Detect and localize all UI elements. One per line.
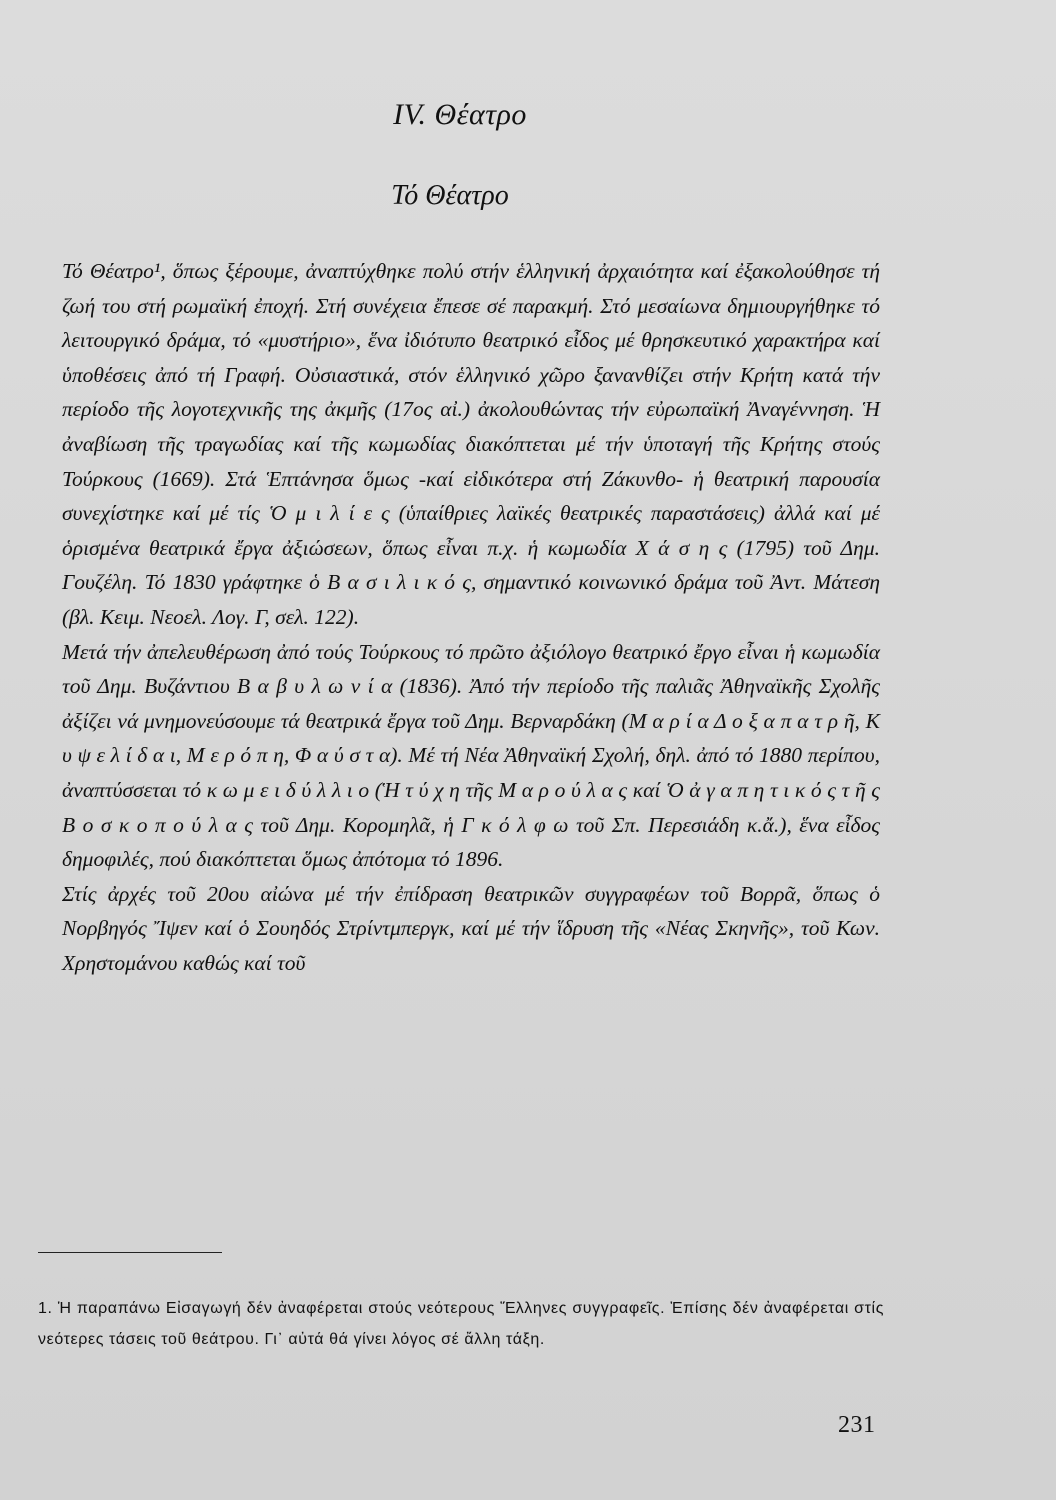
chapter-heading: IV. Θέατρο — [393, 98, 527, 131]
body-text — [62, 254, 880, 980]
paragraph-1: Τό Θέατρο¹, ὅπως ξέρουμε, ἀναπτύχθηκε πολύ στήν ἑλληνική ἀρχαιότητα καί ἐξακολούθησε τή ζωή του στή ρωμαϊκή ἐποχή. Στή συνέχεια ἔπεσε σέ παρακμή. Στό μεσαίωνα δημιουργήθηκε τό λειτουργικό δράμα, τό «μυστήριο», ἕνα ἰδιότυπο θεατρικό εἶδος μέ θρησκευτικό χαρακτήρα καί ὑποθέσεις ἀπό τή Γραφή. Οὐσιαστικά, στόν ἑλληνικό χῶρο ξανανθίζει στήν Κρήτη κατά τήν περίοδο τῆς λογοτεχνικῆς της ἀκμῆς (17ος αἰ.) ἀκολουθώντας τήν εὐρωπαϊκή Ἀναγέννηση. Ἡ ἀναβίωση τῆς τραγωδίας καί τῆς κωμωδίας διακόπτεται μέ τήν ὑποταγή τῆς Κρήτης στούς Τούρκους (1669). Στά Ἑπτάνησα ὅμως -καί εἰδικότερα στή Ζάκυνθο- ἡ θεατρική παρουσία συνεχίστηκε καί μέ τίς Ὁ μ ι λ ί ε ς (ὑπαίθριες λαϊκές θεατρικές παραστάσεις) ἀλλά καί μέ ὁρισμένα θεατρικά ἔργα ἀξιώσεων, ὅπως εἶναι π.χ. ἡ κωμωδία Χ ά σ η ς (1795) τοῦ Δημ. Γουζέλη. Τό 1830 γράφτηκε ὁ Β α σ ι λ ι κ ό ς, σημαντικό κοινωνικό δράμα τοῦ Ἀντ. Μάτεση (βλ. Κειμ. Νεοελ. Λογ. Γ, σελ. 122). — [62, 259, 880, 629]
section-heading: Τό Θέατρο — [391, 180, 509, 211]
footnote: 1. Ἡ παραπάνω Εἰσαγωγή δέν ἀναφέρεται στούς νεότερους Ἕλληνες συγγραφεῖς. Ἐπίσης δέν ἀναφέρεται στίς νεότερες τάσεις τοῦ θεάτρου. Γι᾽ αὐτά θά γίνει λόγος σέ ἄλλη τάξη. — [38, 1300, 884, 1348]
paragraph-3: Στίς ἀρχές τοῦ 20ου αἰώνα μέ τήν ἐπίδραση θεατρικῶν συγγραφέων τοῦ Βορρᾶ, ὅπως ὁ Νορβηγός Ἴψεν καί ὁ Σουηδός Στρίντμπεργκ, καί μέ τήν ἵδρυση τῆς «Νέας Σκηνῆς», τοῦ Κων. Χρηστομάνου καθώς καί τοῦ — [62, 881, 880, 975]
footnote-divider — [38, 1252, 222, 1253]
paragraph-2: Μετά τήν ἀπελευθέρωση ἀπό τούς Τούρκους τό πρῶτο ἀξιόλογο θεατρικό ἔργο εἶναι ἡ κωμωδία τοῦ Δημ. Βυζάντιου Β α β υ λ ω ν ί α (1836). Ἀπό τήν περίοδο τῆς παλιᾶς Ἀθηναϊκῆς Σχολῆς ἀξίζει νά μνημονεύσουμε τά θεατρικά ἔργα τοῦ Δημ. Βερναρδάκη (Μ α ρ ί α Δ ο ξ α π α τ ρ ῆ, Κ υ ψ ε λ ί δ α ι, Μ ε ρ ό π η, Φ α ύ σ τ α). Μέ τή Νέα Ἀθηναϊκή Σχολή, δηλ. ἀπό τό 1880 περίπου, ἀναπτύσσεται τό κ ω μ ε ι δ ύ λ λ ι ο (Ἡ τ ύ χ η τῆς Μ α ρ ο ύ λ α ς καί Ὁ ἀ γ α π η τ ι κ ό ς τ ῆ ς Β ο σ κ ο π ο ύ λ α ς τοῦ Δημ. Κορομηλᾶ, ἡ Γ κ ό λ φ ω τοῦ Σπ. Περεσιάδη κ.ἄ.), ἕνα εἶδος δημοφιλές, πού διακόπτεται ὅμως ἀπότομα τό 1896. — [62, 639, 880, 872]
page-number: 231 — [838, 1412, 876, 1438]
